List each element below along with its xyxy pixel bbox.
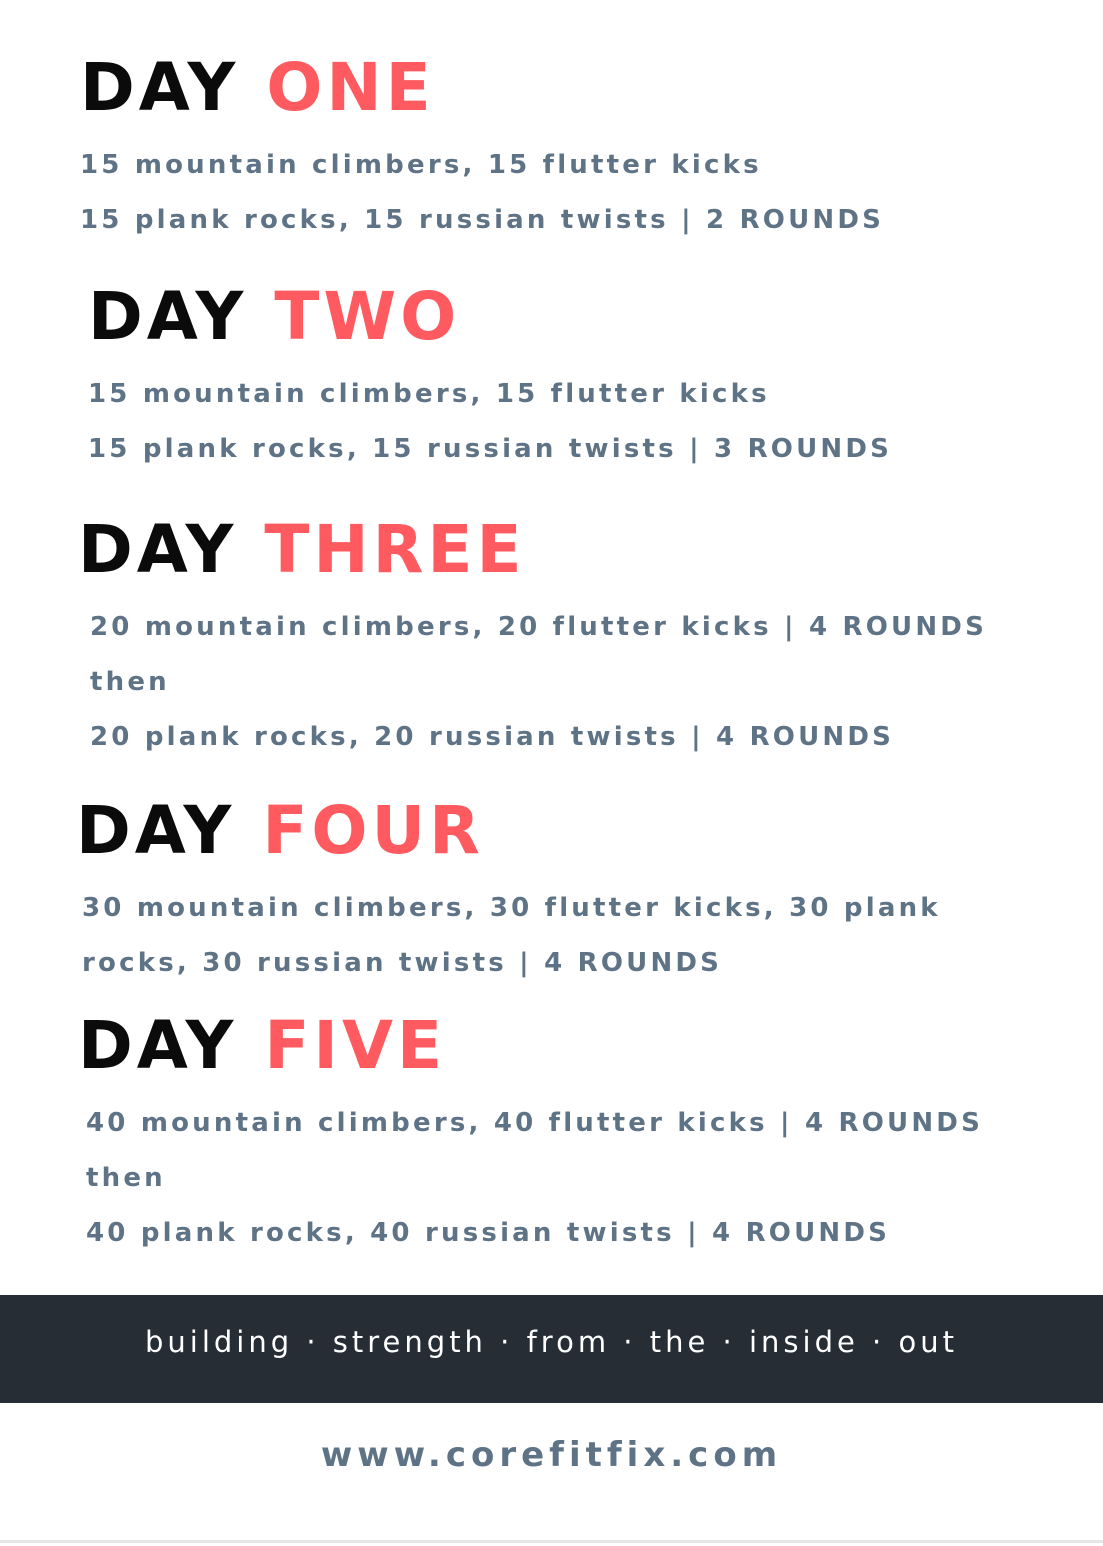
- day-number: ONE: [266, 49, 435, 126]
- day-number: FIVE: [264, 1007, 447, 1084]
- day-label: DAY: [88, 278, 248, 355]
- workout-line: then: [86, 1163, 166, 1193]
- day-three-heading: [78, 512, 987, 588]
- day-label: DAY: [76, 792, 236, 869]
- workout-lines: [86, 1096, 983, 1261]
- workout-line: 15 plank rocks, 15 russian twists | 3 ROUNDS: [88, 434, 893, 464]
- day-number: TWO: [274, 278, 461, 355]
- workout-line: rocks, 30 russian twists | 4 ROUNDS: [82, 948, 723, 978]
- day-five-section: [78, 1008, 983, 1261]
- website-link[interactable]: www.corefitfix.com: [320, 1435, 783, 1475]
- day-number: THREE: [264, 511, 526, 588]
- workout-line: 15 mountain climbers, 15 flutter kicks: [80, 150, 762, 180]
- workout-line: 20 mountain climbers, 20 flutter kicks | 4 ROUNDS: [90, 612, 988, 642]
- workout-line: 20 plank rocks, 20 russian twists | 4 ROUNDS: [90, 722, 895, 752]
- day-label: DAY: [78, 1007, 238, 1084]
- day-label: DAY: [80, 49, 240, 126]
- workout-line: then: [90, 667, 170, 697]
- day-label: DAY: [78, 511, 238, 588]
- workout-lines: [90, 600, 987, 765]
- workout-line: 30 mountain climbers, 30 flutter kicks, 30 plank: [82, 893, 941, 923]
- workout-line: 40 plank rocks, 40 russian twists | 4 ROUNDS: [86, 1218, 891, 1248]
- workout-line: 15 plank rocks, 15 russian twists | 2 ROUNDS: [80, 205, 885, 235]
- day-one-heading: [80, 50, 884, 126]
- day-five-heading: [78, 1008, 983, 1084]
- bottom-divider: [0, 1540, 1103, 1543]
- day-four-heading: [76, 793, 941, 869]
- day-two-section: [88, 279, 892, 477]
- workout-lines: [82, 881, 941, 991]
- day-three-section: [78, 512, 987, 765]
- day-two-heading: [88, 279, 892, 355]
- day-number: FOUR: [262, 792, 484, 869]
- workout-line: 40 mountain climbers, 40 flutter kicks | 4 ROUNDS: [86, 1108, 984, 1138]
- day-four-section: [76, 793, 941, 991]
- tagline-banner: [0, 1295, 1103, 1403]
- tagline: building · strength · from · the · inside · out: [144, 1325, 958, 1359]
- workout-lines: [80, 138, 884, 248]
- day-one-section: [80, 50, 884, 248]
- workout-lines: [88, 367, 892, 477]
- workout-line: 15 mountain climbers, 15 flutter kicks: [88, 379, 770, 409]
